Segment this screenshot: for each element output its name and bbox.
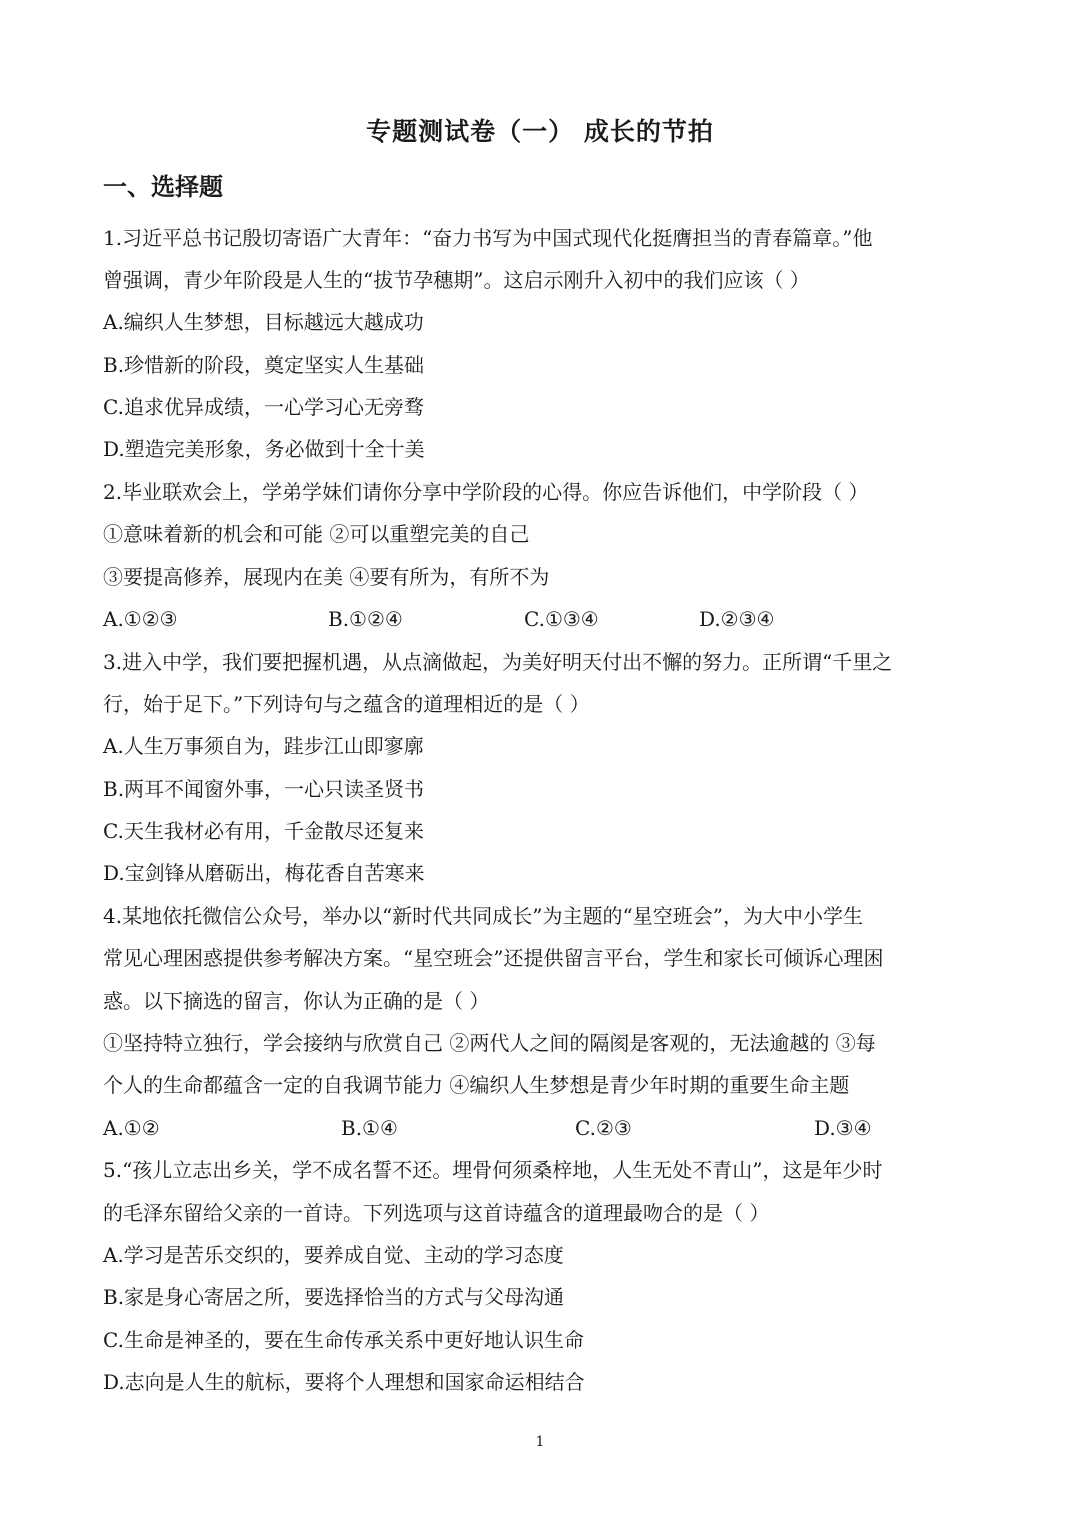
question-5-stem-line-1: 5.“孩儿立志出乡关，学不成名誓不还。埋骨何须桑梓地，人生无处不青山”，这是年少时 <box>103 1158 883 1182</box>
question-2-option-a: A.①②③ <box>103 607 178 631</box>
question-1-option-c: C.追求优异成绩，一心学习心无旁骛 <box>103 395 424 419</box>
question-2-option-d: D.②③④ <box>699 607 775 631</box>
question-5-stem-line-2: 的毛泽东留给父亲的一首诗。下列选项与这首诗蕴含的道理最吻合的是（ ） <box>103 1201 770 1225</box>
question-4-statements-line-1: ①坚持特立独行，学会接纳与欣赏自己 ②两代人之间的隔阂是客观的，无法逾越的 ③每 <box>103 1031 876 1055</box>
question-5-option-a: A.学习是苦乐交织的，要养成自觉、主动的学习态度 <box>103 1243 564 1267</box>
question-5-option-c: C.生命是神圣的，要在生命传承关系中更好地认识生命 <box>103 1328 584 1352</box>
question-4-stem-line-2: 常见心理困惑提供参考解决方案。“星空班会”还提供留言平台，学生和家长可倾诉心理困 <box>103 946 884 970</box>
section-heading: 一、选择题 <box>103 173 223 201</box>
question-2-stem-line-1: 2.毕业联欢会上，学弟学妹们请你分享中学阶段的心得。你应告诉他们，中学阶段（ ） <box>103 480 869 504</box>
question-3-option-d: D.宝剑锋从磨砺出，梅花香自苦寒来 <box>103 861 425 885</box>
question-3-option-a: A.人生万事须自为，跬步江山即寥廓 <box>103 734 424 758</box>
question-1-stem-line-2: 曾强调，青少年阶段是人生的“拔节孕穗期”。这启示刚升入初中的我们应该（ ） <box>103 268 810 292</box>
question-2-option-c: C.①③④ <box>524 607 599 631</box>
question-3-stem-line-1: 3.进入中学，我们要把握机遇，从点滴做起，为美好明天付出不懈的努力。正所谓“千里之 <box>103 650 893 674</box>
question-5-option-b: B.家是身心寄居之所，要选择恰当的方式与父母沟通 <box>103 1285 565 1309</box>
question-4-option-b: B.①④ <box>341 1116 398 1140</box>
question-3-option-c: C.天生我材必有用，千金散尽还复来 <box>103 819 424 843</box>
page-title: 专题测试卷（一） 成长的节拍 <box>366 117 714 146</box>
page-number: 1 <box>535 1434 545 1450</box>
question-3-option-b: B.两耳不闻窗外事，一心只读圣贤书 <box>103 777 425 801</box>
question-4-stem-line-1: 4.某地依托微信公众号，举办以“新时代共同成长”为主题的“星空班会”，为大中小学生 <box>103 904 863 928</box>
question-1-option-d: D.塑造完美形象，务必做到十全十美 <box>103 437 425 461</box>
question-2-option-b: B.①②④ <box>328 607 403 631</box>
question-4-option-c: C.②③ <box>575 1116 632 1140</box>
question-4-option-d: D.③④ <box>814 1116 872 1140</box>
question-4-option-a: A.①② <box>103 1116 160 1140</box>
question-4-stem-line-3: 惑。以下摘选的留言，你认为正确的是（ ） <box>103 989 490 1013</box>
question-1-stem-line-1: 1.习近平总书记殷切寄语广大青年：“奋力书写为中国式现代化挺膺担当的青春篇章。”他 <box>103 226 873 250</box>
question-1-option-a: A.编织人生梦想，目标越远大越成功 <box>103 310 424 334</box>
question-2-statements-line-1: ①意味着新的机会和可能 ②可以重塑完美的自己 <box>103 522 530 546</box>
question-1-option-b: B.珍惜新的阶段，奠定坚实人生基础 <box>103 353 425 377</box>
question-4-statements-line-2: 个人的生命都蕴含一定的自我调节能力 ④编织人生梦想是青少年时期的重要生命主题 <box>103 1073 850 1097</box>
question-3-stem-line-2: 行，始于足下。”下列诗句与之蕴含的道理相近的是（ ） <box>103 692 590 716</box>
question-5-option-d: D.志向是人生的航标，要将个人理想和国家命运相结合 <box>103 1370 585 1394</box>
question-2-statements-line-2: ③要提高修养，展现内在美 ④要有所为，有所不为 <box>103 565 550 589</box>
